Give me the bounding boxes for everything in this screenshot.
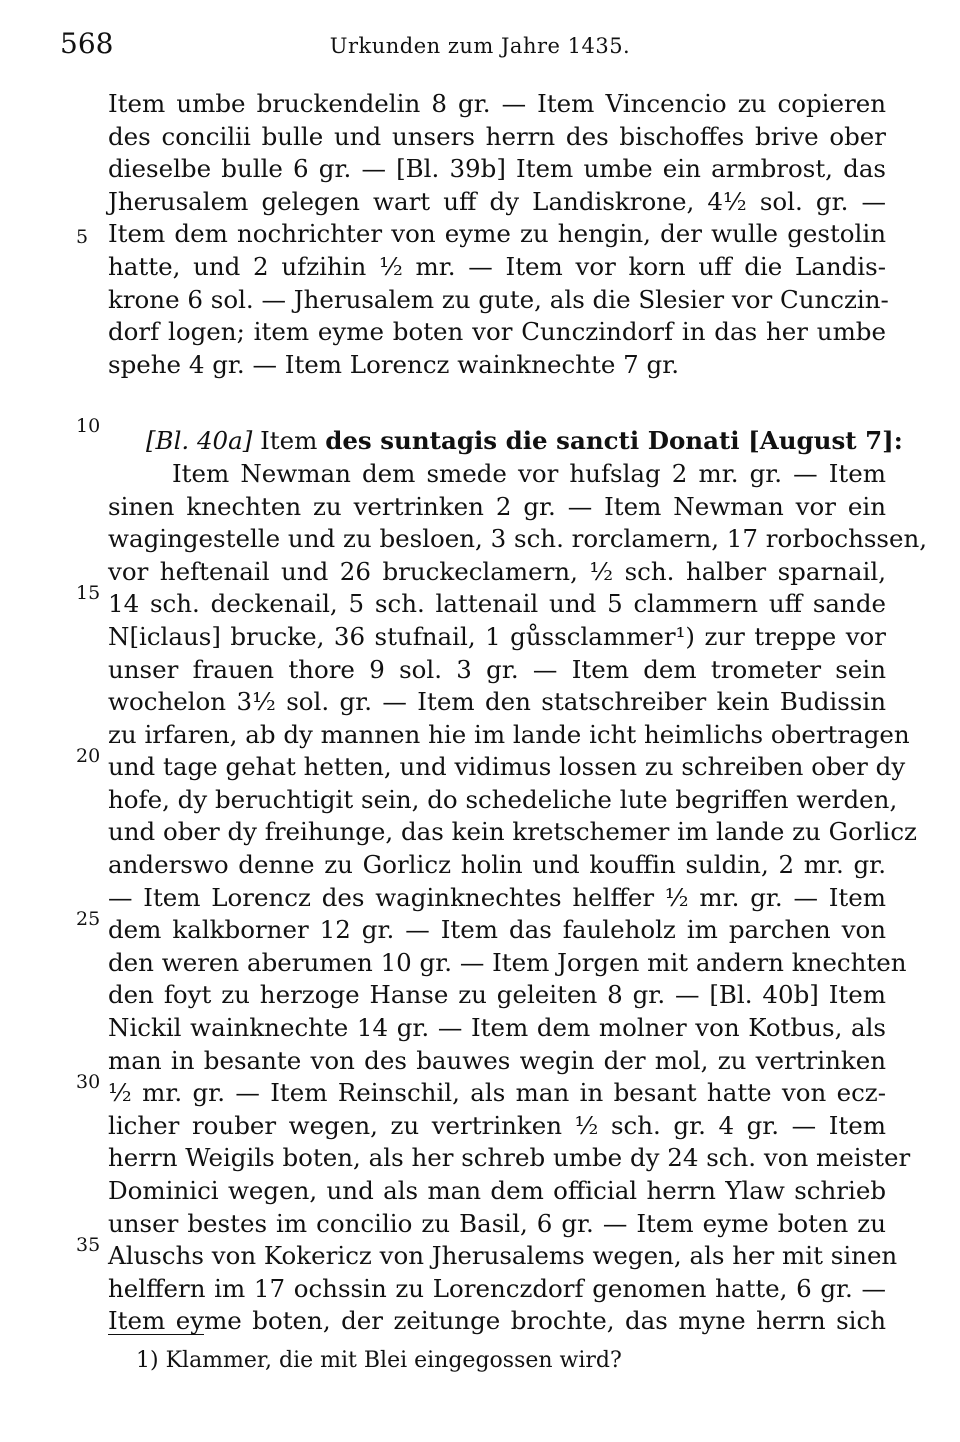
heading-date: des suntagis die sancti Donati [August 7]: xyxy=(325,426,903,456)
text-line: unser frauen thore 9 sol. 3 gr. — Item dem trometer sein xyxy=(108,654,886,684)
text-line: Dominici wegen, und als man dem official herrn Ylaw schrieb xyxy=(108,1176,886,1205)
line-number-15: 15 xyxy=(76,582,101,604)
text-line: krone 6 sol. — Jherusalem zu gute, als die Slesier vor Cunczin- xyxy=(108,284,889,314)
line-number-20: 20 xyxy=(76,745,101,767)
text-line: Nickil wainknechte 14 gr. — Item dem molner von Kotbus, als xyxy=(108,1013,886,1043)
page-number: 568 xyxy=(60,27,114,60)
text-line: Item umbe bruckendelin 8 gr. — Item Vincencio zu copieren xyxy=(108,89,886,118)
text-line: sinen knechten zu vertrinken 2 gr. — Item Newman vor ein xyxy=(108,491,886,521)
text-line: wagingestelle und zu besloen, 3 sch. rorclamern, 17 rorbochssen, xyxy=(108,524,928,554)
footnote xyxy=(136,1348,622,1373)
line-number-35: 35 xyxy=(76,1234,101,1256)
text-line: Item eyme boten, der zeitunge brochte, das myne herrn sich xyxy=(108,1306,886,1336)
footnote-text: Klammer, die mit Blei eingegossen wird? xyxy=(165,1348,622,1373)
folio-ref: [Bl. 40a] xyxy=(146,426,253,456)
text-line: 14 sch. deckenail, 5 sch. lattenail und 5 clammern uff sande xyxy=(108,589,886,619)
text-line: des concilii bulle und unsers herrn des bischoffes brive ober xyxy=(108,121,886,151)
text-line: vor heftenail und 26 bruckeclamern, ½ sch. halber sparnail, xyxy=(108,556,886,586)
text-line: anderswo denne zu Gorlicz holin und kouffin suldin, 2 mr. gr. xyxy=(108,850,886,880)
text-line: und ober dy freihunge, das kein kretschemer im lande zu Gorlicz xyxy=(108,817,917,847)
text-line: herrn Weigils boten, als her schreb umbe dy 24 sch. von meister xyxy=(108,1143,911,1173)
text-line: zu irfaren, ab dy mannen hie im lande icht heimlichs obertragen xyxy=(108,719,910,749)
text-line: Item Newman dem smede vor hufslag 2 mr. gr. — Item xyxy=(172,458,886,488)
text-line: unser bestes im concilio zu Basil, 6 gr. — Item eyme boten zu xyxy=(108,1208,886,1238)
text-line: helffern im 17 ochssin zu Lorenczdorf genomen hatte, 6 gr. — xyxy=(108,1273,886,1303)
text-line: Aluschs von Kokericz von Jherusalems wegen, als her mit sinen xyxy=(108,1241,898,1271)
line-number-25: 25 xyxy=(76,908,101,930)
text-line: man in besante von des bauwes wegin der mol, zu vertrinken xyxy=(108,1045,886,1075)
text-line: wochelon 3½ sol. gr. — Item den statschreiber kein Budissin xyxy=(108,687,886,717)
text-line: und tage gehat hetten, und vidimus lossen zu schreiben ober dy xyxy=(108,752,906,782)
text-line: den weren aberumen 10 gr. — Item Jorgen mit andern knechten xyxy=(108,947,907,977)
text-line: — Item Lorencz des waginknechtes helffer ½ mr. gr. — Item xyxy=(108,882,886,912)
text-line: dem kalkborner 12 gr. — Item das fauleholz im parchen von xyxy=(108,915,886,945)
footnote-divider xyxy=(108,1334,204,1335)
text-line: ½ mr. gr. — Item Reinschil, als man in besant hatte von ecz- xyxy=(108,1078,886,1108)
text-line: Item dem nochrichter von eyme zu hengin, der wulle gestolin xyxy=(108,219,886,249)
text-line: licher rouber wegen, zu vertrinken ½ sch. gr. 4 gr. — Item xyxy=(108,1110,886,1140)
text-line: den foyt zu herzoge Hanse zu geleiten 8 gr. — [Bl. 40b] Item xyxy=(108,980,886,1010)
line-number-10: 10 xyxy=(76,415,101,437)
text-line: dorf logen; item eyme boten vor Cunczindorf in das her umbe xyxy=(108,317,886,347)
text-line: hatte, und 2 ufzihin ½ mr. — Item vor korn uff die Landis- xyxy=(108,251,886,281)
line-number-30: 30 xyxy=(76,1071,101,1093)
main-text xyxy=(108,88,928,1338)
section-heading xyxy=(108,425,903,458)
heading-item: Item xyxy=(260,426,318,456)
text-line: dieselbe bulle 6 gr. — [Bl. 39b] Item umbe ein armbrost, das xyxy=(108,154,886,184)
text-line: Jherusalem gelegen wart uff dy Landiskrone, 4½ sol. gr. — xyxy=(108,186,886,216)
line-number-5: 5 xyxy=(76,226,89,248)
footnote-marker: 1) xyxy=(136,1348,159,1373)
running-title: Urkunden zum Jahre 1435. xyxy=(329,34,631,58)
text-line: spehe 4 gr. — Item Lorencz wainknechte 7 gr. xyxy=(108,349,680,379)
text-line: hofe, dy beruchtigit sein, do schedeliche lute begriffen werden, xyxy=(108,784,898,814)
text-line: N[iclaus] brucke, 36 stufnail, 1 gůssclammer¹) zur treppe vor xyxy=(108,621,886,651)
